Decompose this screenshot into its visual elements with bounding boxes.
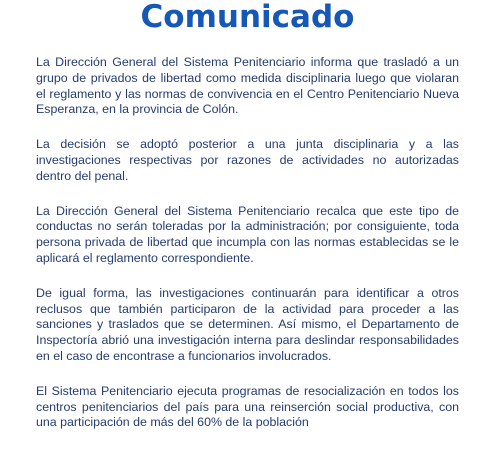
paragraph-1: La Dirección General del Sistema Penitenciario informa que trasladó a un grupo de privados de libertad como medida disciplinaria luego que violaran el reglamento y las normas de convivencia en el Centro Penitenciario Nueva Esperanza, en la provincia de Colón. (36, 55, 459, 117)
paragraph-5: El Sistema Penitenciario ejecuta programas de resocialización en todos los centros penitenciarios del país para una reinserción social productiva, con una participación de más del 60% de la población (36, 383, 459, 430)
document-body (36, 55, 459, 450)
paragraph-3: La Dirección General del Sistema Penitenciario recalca que este tipo de conductas no serán toleradas por la administración; por consiguiente, toda persona privada de libertad que incumpla con las normas establecidas se le aplicará el reglamento correspondiente. (36, 203, 459, 265)
paragraph-4: De igual forma, las investigaciones continuarán para identificar a otros reclusos que también participaron de la actividad para proceder a las sanciones y traslados que se determinen. Así mismo, el Departamento de Inspectoría abrió una investigación interna para deslindar responsabilidades en el caso de encontrase a funcionarios involucrados. (36, 285, 459, 363)
paragraph-2: La decisión se adoptó posterior a una junta disciplinaria y a las investigaciones respectivas por razones de actividades no autorizadas dentro del penal. (36, 137, 459, 183)
page-title: Comunicado (140, 0, 355, 35)
